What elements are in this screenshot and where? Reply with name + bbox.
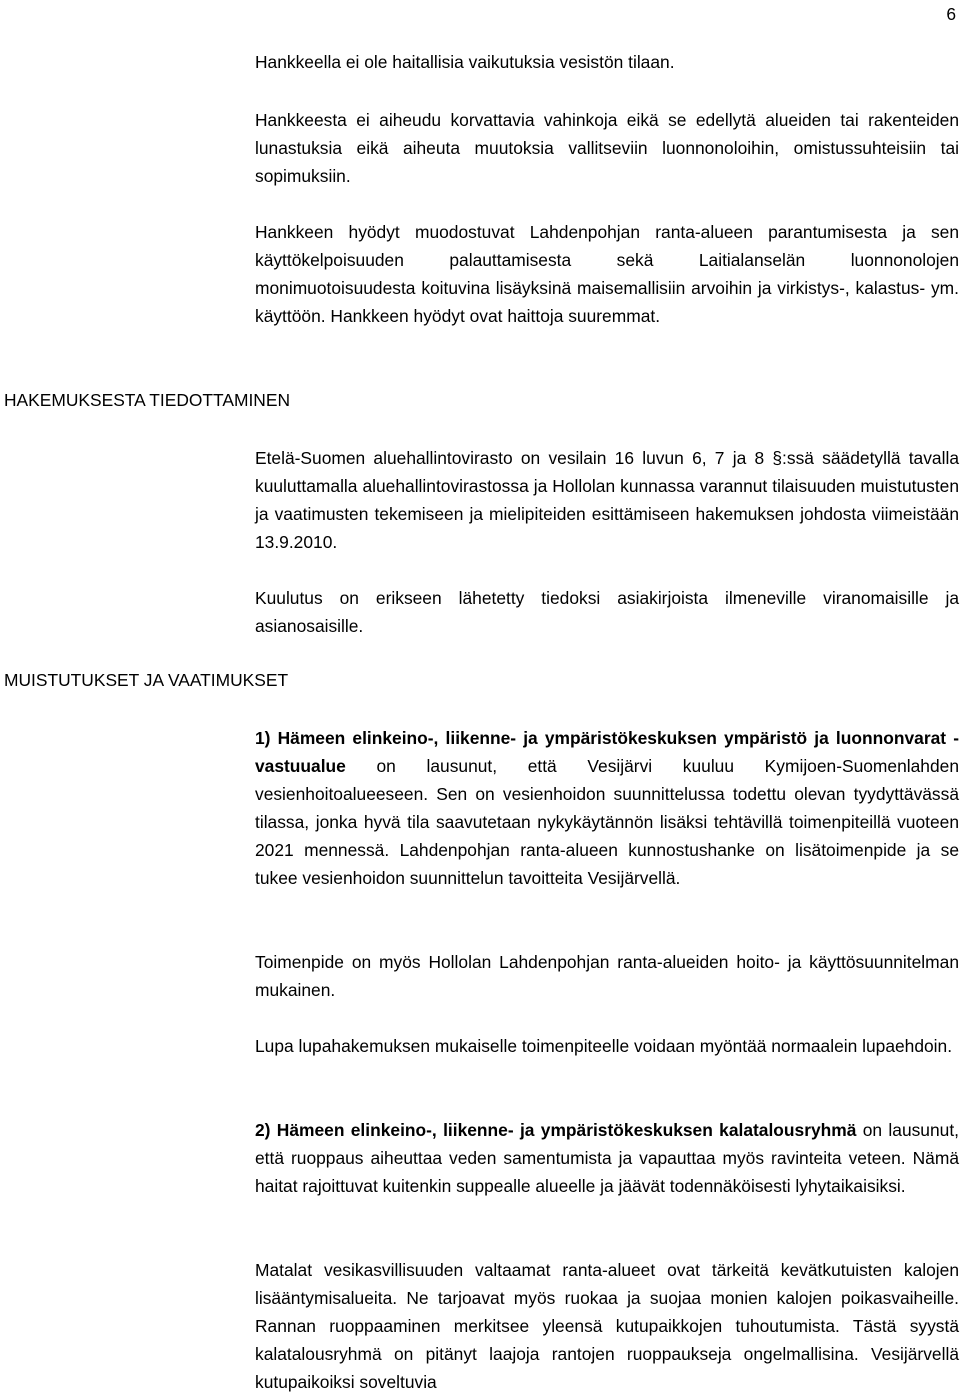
paragraph-management-plan: Toimenpide on myös Hollolan Lahdenpohjan ranta-alueiden hoito- ja käyttösuunnitelman mukainen.: [255, 952, 959, 1001]
statement-text-fisheries: on lausunut, että ruoppaus aiheuttaa veden samentumista ja vapauttaa myös ravinteita veteen. Nämä haitat rajoittuvat kuitenkin suppealle alueelle ja jäävät todennäköisesti lyhytaikaisiksi.: [255, 1120, 959, 1197]
statement-text-environment: on lausunut, että Vesijärvi kuuluu Kymijoen-Suomenlahden vesienhoitoalueeseen. Sen on vesienhoidon suunnittelussa todettu olevan tyydyttävässä tilassa, jonka hyvä tila saavutetaan nykykäytännön lisäksi tehtävillä toimenpiteillä vuoteen 2021 mennessä. Lahdenpohjan ranta-alueen kunnostushanke on lisätoimenpide ja se tukee vesienhoidon suunnittelun tavoitteita Vesijärvellä.: [255, 756, 959, 889]
paragraph-ely-fisheries-statement: [255, 1116, 959, 1200]
paragraph-notification: Kuulutus on erikseen lähetetty tiedoksi asiakirjoista ilmeneville viranomaisille ja asianosaisille.: [255, 588, 959, 637]
statement-author-environment: 1) Hämeen elinkeino-, liikenne- ja ympäristökeskuksen ympäristö ja luonnonvarat -vastuualue: [255, 728, 959, 777]
page-number: 6: [946, 4, 956, 24]
paragraph-ely-environment-statement: [255, 724, 959, 893]
paragraph-announcement: Etelä-Suomen aluehallintovirasto on vesilain 16 luvun 6, 7 ja 8 §:ssä säädetyllä tavalla kuuluttamalla aluehallintovirastossa ja Hollolan kunnassa varannut tilaisuuden muistutusten ja vaatimusten tekemiseen ja mielipiteiden esittämiseen hakemuksen johdosta viimeistään 13.9.2010.: [255, 448, 959, 553]
paragraph-no-damages: Hankkeesta ei aiheudu korvattavia vahinkoja eikä se edellytä alueiden tai rakenteiden lunastuksia eikä aiheuta muutoksia vallitseviin luonnonoloihin, omistussuhteisiin tai sopimuksiin.: [255, 110, 959, 187]
heading-hakemuksesta-tiedottaminen: HAKEMUKSESTA TIEDOTTAMINEN: [4, 390, 291, 410]
paragraph-project-benefits: Hankkeen hyödyt muodostuvat Lahdenpohjan ranta-alueen parantumisesta ja sen käyttökelpoisuuden palauttamisesta sekä Laitialanselän luonnonolojen monimuotoisuudesta koituvina lisäyksinä maisemallisiin arvoihin ja virkistys-, kalastus- ym. käyttöön. Hankkeen hyödyt ovat haittoja suuremmat.: [255, 222, 959, 327]
statement-author-fisheries: 2) Hämeen elinkeino-, liikenne- ja ympäristökeskuksen kalatalousryhmä: [255, 1120, 857, 1140]
paragraph-permit-conditions: Lupa lupahakemuksen mukaiselle toimenpiteelle voidaan myöntää normaalein lupaehdoin.: [255, 1036, 953, 1056]
heading-muistutukset-ja-vaatimukset: MUISTUTUKSET JA VAATIMUKSET: [4, 670, 289, 690]
paragraph-spawning-areas: Matalat vesikasvillisuuden valtaamat ranta-alueet ovat tärkeitä kevätkutuisten kalojen lisääntymisalueita. Ne tarjoavat myös ruokaa ja suojaa monien kalojen poikasvaiheille. Rannan ruoppaaminen merkitsee yleensä kutupaikkojen tuhoutumista. Tästä syystä kalatalousryhmä on pitänyt laajoja rantojen ruoppaukseja ongelmallisina. Vesijärvellä kutupaikoiksi soveltuvia: [255, 1260, 959, 1393]
paragraph-water-impact: Hankkeella ei ole haitallisia vaikutuksia vesistön tilaan.: [255, 52, 675, 72]
